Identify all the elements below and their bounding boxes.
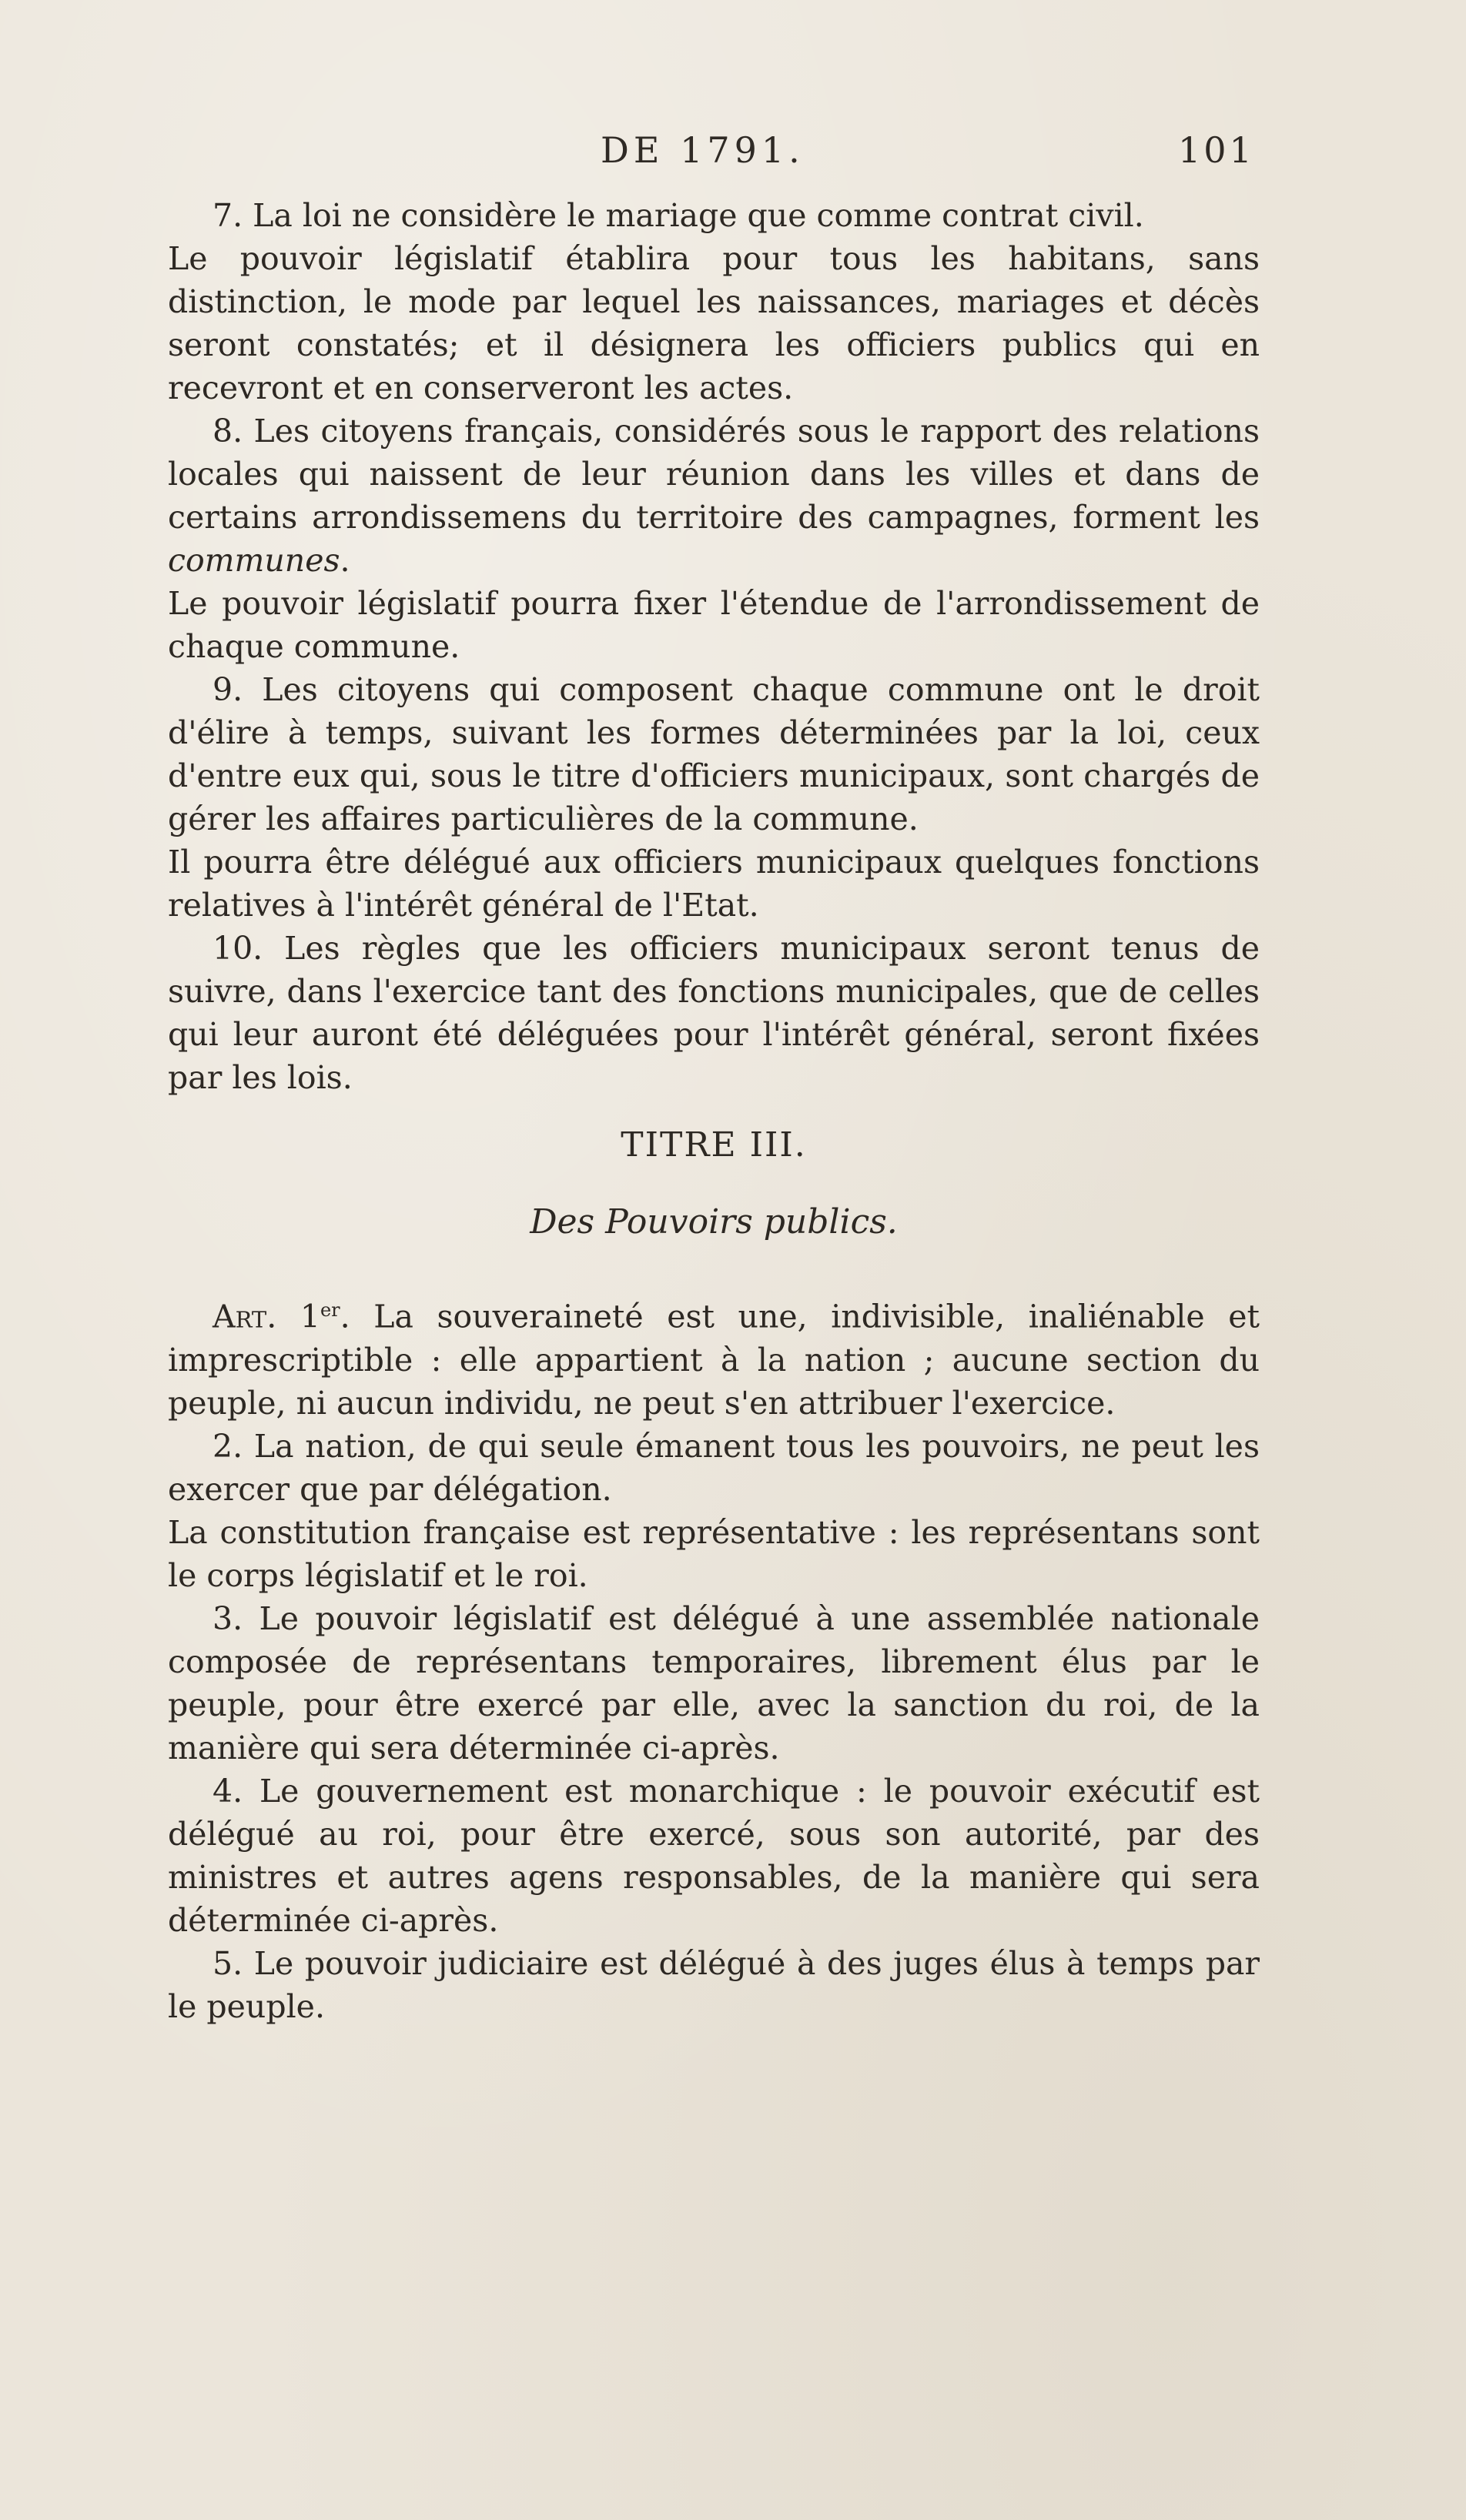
title-3-article-4: 4. Le gouvernement est monarchique : le pouvoir exécutif est délégué au roi, pour être exercé, sous son autorité, par des ministres et autres agens responsables, de la manière qui sera déterminée ci-après. [168, 1772, 1260, 1939]
text-block [168, 194, 1260, 2028]
title-3-article-1 [168, 1288, 1260, 1425]
article-8-tail: . [340, 542, 350, 579]
section-heading: TITRE III. [621, 1125, 807, 1165]
article-label: Art. 1 [213, 1298, 320, 1335]
spacer [168, 1245, 1260, 1288]
title-3-article-2: 2. La nation, de qui seule émanent tous les pouvoirs, ne peut les exercer que par délégation. [168, 1427, 1260, 1508]
title-3-article-3: 3. Le pouvoir législatif est délégué à une assemblée nationale composée de représentans temporaires, librement élus par le peuple, pour être exercé par elle, avec la sanction du roi, de la manière qui sera déterminée ci-après. [168, 1599, 1260, 1766]
title-3-article-1-text: . La souveraineté est une, indivisible, inaliénable et imprescriptible : elle appartient à la nation ; aucune section du peuple, ni aucun individu, ne peut s'en attribuer l'exercice. [168, 1298, 1260, 1422]
article-8-italic-term: communes [168, 542, 340, 579]
title-3-article-2-continuation: La constitution française est représentative : les représentans sont le corps législatif et le roi. [168, 1513, 1260, 1594]
running-head-title: DE 1791. [601, 129, 805, 171]
article-8-paragraph [168, 409, 1260, 582]
article-8-continuation: Le pouvoir législatif pourra fixer l'étendue de l'arrondissement de chaque commune. [168, 585, 1260, 665]
title-3-article-5: 5. Le pouvoir judiciaire est délégué à des juges élus à temps par le peuple. [168, 1944, 1260, 2025]
page-number: 101 [1178, 129, 1255, 171]
article-7-paragraph: 7. La loi ne considère le mariage que comme contrat civil. [213, 197, 1144, 234]
article-label-superscript: er [320, 1299, 340, 1321]
section-subheading: Des Pouvoirs publics. [530, 1202, 898, 1242]
article-8-lead: 8. Les citoyens français, considérés sous le rapport des relations locales qui naissent de leur réunion dans les villes et dans de certains arrondissemens du territoire des campagnes, forment les [168, 413, 1260, 536]
article-9-paragraph: 9. Les citoyens qui composent chaque commune ont le droit d'élire à temps, suivant les formes déterminées par la loi, ceux d'entre eux qui, sous le titre d'officiers municipaux, sont chargés de gérer les affaires particulières de la commune. [168, 671, 1260, 837]
article-9-continuation: Il pourra être délégué aux officiers municipaux quelques fonctions relatives à l'intérêt général de l'Etat. [168, 844, 1260, 924]
article-7-continuation: Le pouvoir législatif établira pour tous les habitans, sans distinction, le mode par lequel les naissances, mariages et décès seront constatés; et il désignera les officiers publics qui en recevront et en conserveront les actes. [168, 240, 1260, 406]
article-10-paragraph: 10. Les règles que les officiers municipaux seront tenus de suivre, dans l'exercice tant des fonctions municipales, que de celles qui leur auront été déléguées pour l'intérêt général, seront fixées par les lois. [168, 930, 1260, 1096]
running-head [0, 129, 1466, 175]
